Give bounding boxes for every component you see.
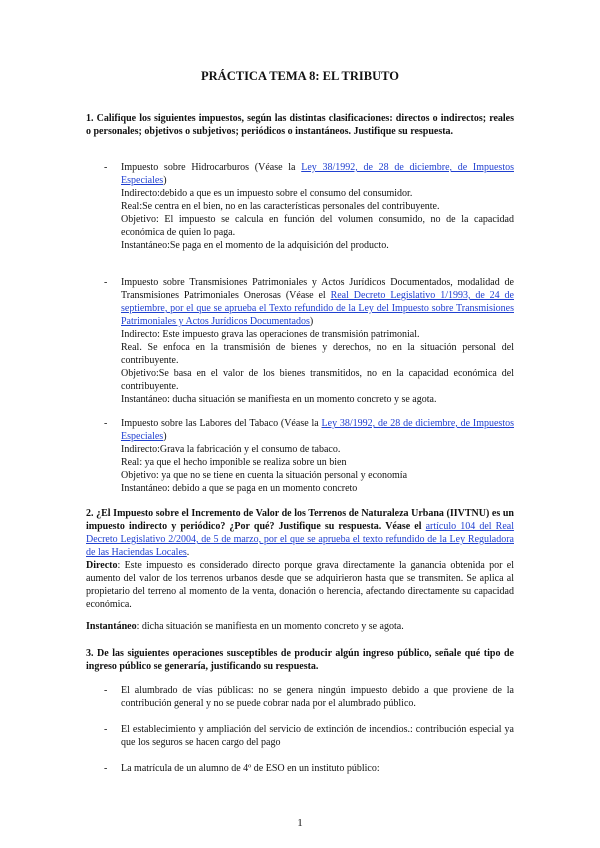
list-dash: - bbox=[104, 763, 108, 774]
classification-line: Objetivo: El impuesto se calcula en función del volumen consumido, no de la capacidad económica de quien lo paga. bbox=[121, 214, 514, 238]
classification-line: Indirecto:debido a que es un impuesto sobre el consumo del consumidor. bbox=[121, 188, 413, 199]
q3-item: El alumbrado de vías públicas: no se genera ningún impuesto debido a que proviene de la contribución general y no se puede cobrar nada por el alumbrado público. bbox=[121, 685, 514, 709]
list-dash: - bbox=[104, 277, 108, 288]
item-outro: ) bbox=[163, 431, 167, 442]
item-intro: Impuesto sobre Transmisiones Patrimoniales y Actos Jurídicos Documentados, modalidad de Transmisiones Patrimoniales Onerosas (Véase el bbox=[121, 277, 514, 301]
page-title: PRÁCTICA TEMA 8: EL TRIBUTO bbox=[201, 69, 399, 83]
classification-line: Instantáneo: ducha situación se manifiesta en un momento concreto y se agota. bbox=[121, 394, 437, 405]
link-end: . bbox=[186, 547, 190, 558]
item-outro: ) bbox=[309, 316, 314, 327]
instantaneo-text: : dicha situación se manifiesta en un momento concreto y se agota. bbox=[136, 621, 404, 632]
classification-line: Indirecto: Este impuesto grava las operaciones de transmisión patrimonial. bbox=[121, 329, 420, 340]
question-3-heading: 3. De las siguientes operaciones susceptibles de producir algún ingreso público, señale qué tipo de ingreso público se generaría, justificando su respuesta. bbox=[86, 648, 514, 672]
q1-item-hidrocarburos bbox=[121, 161, 514, 252]
list-dash: - bbox=[104, 685, 108, 696]
classification-line: Instantáneo:Se paga en el momento de la adquisición del producto. bbox=[121, 240, 389, 251]
directo-text: : Este impuesto es considerado directo porque grava directamente la ganancia obtenida por el aumento del valor de los terrenos urbanos desde que se adquirieron hasta que se transmiten. Se aplica al propietario del terreno al momento de la venta, donación o herencia, afectando directamente su capacidad económica. bbox=[86, 560, 514, 610]
classification-line: Real:Se centra en el bien, no en las características personales del contribuyente. bbox=[121, 201, 440, 212]
classification-line: Instantáneo: debido a que se paga en un momento concreto bbox=[121, 483, 358, 494]
item-outro: ) bbox=[163, 175, 167, 186]
q1-item-transmisiones bbox=[121, 276, 514, 406]
page-number: 1 bbox=[297, 817, 303, 829]
q3-item: La matrícula de un alumno de 4º de ESO en un instituto público: bbox=[121, 763, 380, 774]
instantaneo-label: Instantáneo bbox=[86, 621, 137, 632]
classification-line: Objetivo:Se basa en el valor de los bienes transmitidos, no en la capacidad económica del contribuyente. bbox=[121, 368, 514, 392]
classification-line: Objetivo: ya que no se tiene en cuenta la situación personal y economía bbox=[121, 470, 408, 481]
question-1-heading: 1. Califique los siguientes impuestos, según las distintas clasificaciones: directos o indirectos; reales o personales; objetivos o subjetivos; periódicos o instantáneos. Justifique su respuesta. bbox=[86, 113, 514, 137]
classification-line: Real. Se enfoca en la transmisión de bienes y derechos, no en la situación personal del contribuyente. bbox=[121, 342, 514, 366]
q3-item: El establecimiento y ampliación del servicio de extinción de incendios.: contribución especial ya que los seguros se hacen cargo del pago bbox=[121, 724, 514, 748]
law-link[interactable]: Real Decreto Legislativo 1/1993, de 24 de septiembre, por el que se aprueba el Texto refundido de la Ley del Impuesto sobre Transmisiones Patrimoniales y Actos Jurídicos Documentados bbox=[121, 290, 514, 327]
instantaneo-paragraph bbox=[86, 620, 514, 633]
question-2-heading: 2. ¿El Impuesto sobre el Incremento de Valor de los Terrenos de Naturaleza Urbana (IIVTNU) es un impuesto indirecto y periódico? ¿Por qué? Justifique su respuesta. Véase el bbox=[86, 508, 514, 532]
classification-line: Real: ya que el hecho imponible se realiza sobre un bien bbox=[121, 457, 347, 468]
question-2 bbox=[86, 507, 514, 611]
q1-item-tabaco bbox=[121, 417, 514, 495]
classification-line: Indirecto:Grava la fabricación y el consumo de tabaco. bbox=[121, 444, 341, 455]
law-link[interactable]: artículo 104 del Real Decreto Legislativo 2/2004, de 5 de marzo, por el que se aprueba el texto refundido de la Ley Reguladora de las Haciendas Locales bbox=[86, 521, 514, 558]
item-intro: Impuesto sobre Hidrocarburos (Véase la bbox=[121, 162, 302, 173]
law-link[interactable]: Ley 38/1992, de 28 de diciembre, de Impuestos Especiales bbox=[121, 418, 514, 442]
list-dash: - bbox=[104, 724, 108, 735]
item-intro: Impuesto sobre las Labores del Tabaco (Véase la bbox=[121, 418, 322, 429]
list-dash: - bbox=[104, 418, 108, 429]
directo-label: Directo bbox=[86, 560, 118, 571]
list-dash: - bbox=[104, 162, 108, 173]
law-link[interactable]: Ley 38/1992, de 28 de diciembre, de Impuestos Especiales bbox=[121, 162, 514, 186]
